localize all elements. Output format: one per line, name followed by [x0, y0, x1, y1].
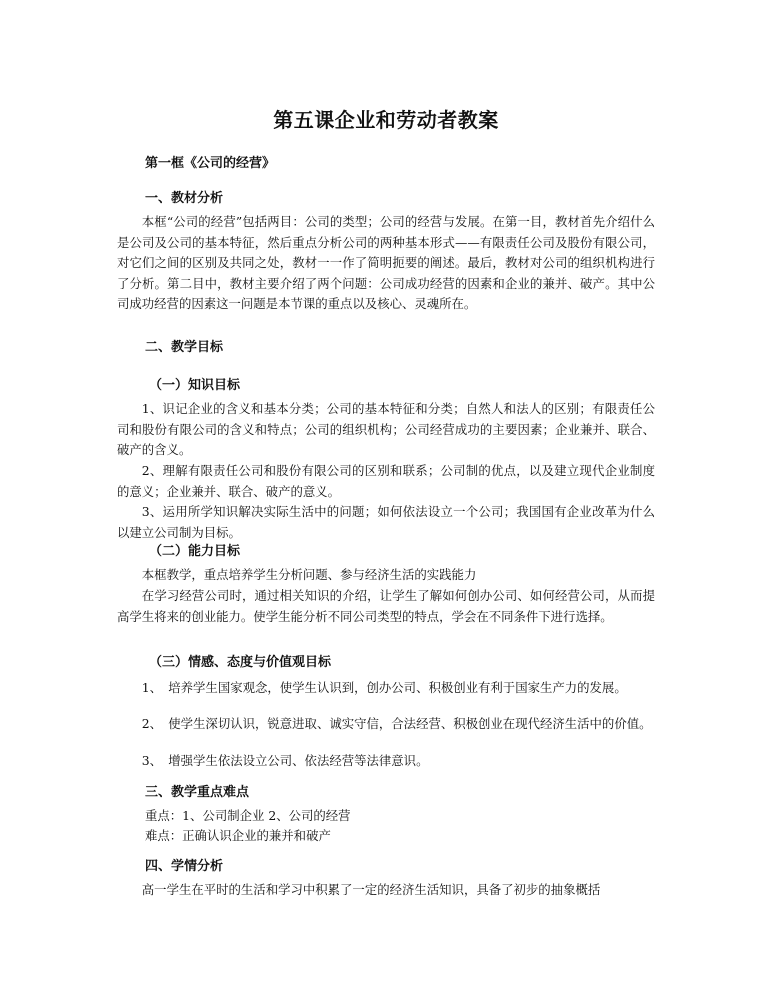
ability-item-2: 在学习经营公司时，通过相关知识的介绍，让学生了解如何创办公司、如何经营公司，从而提高学生将来的创业能力。使学生能分析不同公司类型的特点，学会在不同条件下进行选择。 — [117, 588, 655, 624]
subheading-values: （三）情感、态度与价值观目标 — [149, 655, 332, 670]
document-title: 第五课企业和劳动者教案 — [273, 108, 499, 132]
subheading-knowledge: （一）知识目标 — [149, 378, 241, 393]
knowledge-item-3: 3、运用所学知识解决实际生活中的问题；如何依法设立一个公司；我国国有企业改革为什么以建立公司制为目标。 — [117, 504, 655, 540]
knowledge-item-1: 1、识记企业的含义和基本分类；公司的基本特征和分类；自然人和法人的区别；有限责任公司和股份有限公司的含义和特点；公司的组织机构；公司经营成功的主要因素；企业兼并、联合、破产的含义。 — [117, 401, 655, 458]
section-heading-materials: 一、教材分析 — [145, 191, 224, 206]
values-item-1: 1、 培养学生国家观念，使学生认识到，创办公司、积极创业有利于国家生产力的发展。 — [141, 680, 627, 695]
values-item-3: 3、 增强学生依法设立公司、依法经营等法律意识。 — [141, 753, 429, 768]
lesson-heading: 第一框《公司的经营》 — [145, 156, 276, 171]
knowledge-item-2: 2、理解有限责任公司和股份有限公司的区别和联系；公司制的优点，以及建立现代企业制度的意义；企业兼并、联合、破产的意义。 — [117, 463, 655, 499]
section-heading-objectives: 二、教学目标 — [145, 340, 224, 355]
difficult-point-line: 难点：正确认识企业的兼并和破产 — [145, 828, 331, 843]
learner-analysis-paragraph: 高一学生在平时的生活和学习中积累了一定的经济生活知识，具备了初步的抽象概括 — [141, 882, 601, 897]
section-heading-key-points: 三、教学重点难点 — [145, 785, 250, 800]
subheading-ability: （二）能力目标 — [149, 544, 241, 559]
values-item-2: 2、 使学生深切认识，锐意进取、诚实守信，合法经营、积极创业在现代经济生活中的价值。 — [141, 716, 652, 731]
section-heading-learner-analysis: 四、学情分析 — [145, 859, 224, 874]
ability-item-1: 本框教学，重点培养学生分析问题、参与经济生活的实践能力 — [141, 567, 477, 582]
key-point-line: 重点：1、公司制企业 2、公司的经营 — [145, 808, 351, 823]
materials-paragraph: 本框“公司的经营”包括两目：公司的类型；公司的经营与发展。在第一目，教材首先介绍什么是公司及公司的基本特征，然后重点分析公司的两种基本形式——有限责任公司及股份有限公司，对它们之间的区别及共同之处，教材一一作了简明扼要的阐述。最后，教材对公司的组织机构进行了分析。第二目中，教材主要介绍了两个问题：公司成功经营的因素和企业的兼并、破产。其中公司成功经营的因素这一问题是本节课的重点以及核心、灵魂所在。 — [117, 214, 655, 312]
